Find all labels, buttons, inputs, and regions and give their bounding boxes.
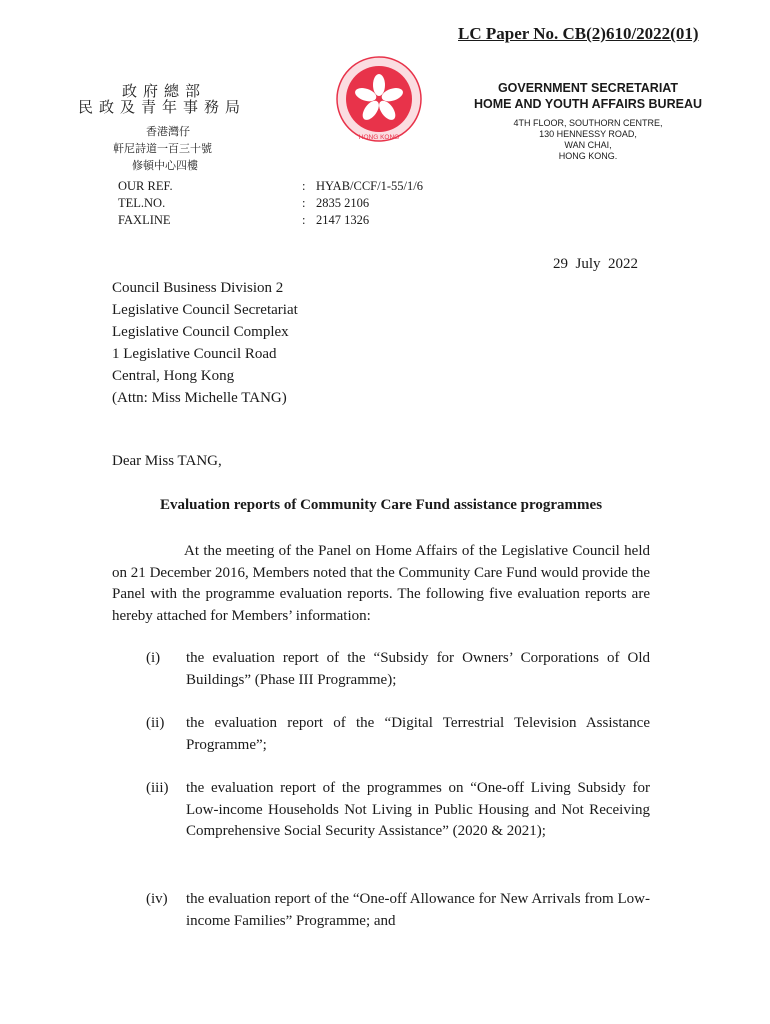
addressee-line: Legislative Council Complex: [112, 324, 289, 340]
tel-value: 2835 2106: [316, 196, 370, 210]
list-item: [146, 889, 650, 932]
list-item-number: (iv): [146, 891, 168, 907]
paper-number: LC Paper No. CB(2)610/2022(01): [458, 24, 699, 43]
zh-address-line: 修頓中心四樓: [132, 159, 198, 172]
ref-value: HYAB/CCF/1-55/1/6: [316, 179, 423, 193]
fax-label: FAXLINE: [118, 213, 171, 227]
list-item-number: (ii): [146, 715, 165, 731]
en-bureau-name: HOME AND YOUTH AFFAIRS BUREAU: [473, 97, 702, 111]
fax-value: 2147 1326: [316, 213, 370, 227]
en-address-line: WAN CHAI,: [564, 140, 612, 150]
en-letterhead: [450, 80, 726, 112]
ref-label: OUR REF.: [118, 179, 173, 193]
hong-kong-emblem-icon: [335, 55, 423, 143]
addressee-line: Central, Hong Kong: [112, 368, 235, 384]
reference-block: [118, 178, 423, 229]
list-item: [146, 648, 650, 691]
en-address: [470, 118, 706, 162]
zh-bureau-name: 民政及青年事務局: [78, 98, 247, 116]
en-address-line: 130 HENNESSY ROAD,: [539, 129, 637, 139]
addressee-line: Legislative Council Secretariat: [112, 302, 298, 318]
fax-row: FAXLINE : 2147 1326: [118, 213, 370, 227]
zh-government-secretariat: 政府總部: [122, 82, 207, 100]
tel-row: TEL.NO. : 2835 2106: [118, 196, 370, 210]
list-item-text: the evaluation report of the “Digital Terrestrial Television Assistance Programme”;: [186, 715, 650, 753]
list-item-text: the evaluation report of the programmes on “One-off Living Subsidy for Low-income Households Not Living in Public Housing and Not Receiving Comprehensive Social Security Assistance” (2020 & 2021);: [186, 780, 650, 839]
salutation: Dear Miss TANG,: [112, 453, 222, 469]
body-paragraph: At the meeting of the Panel on Home Affairs of the Legislative Council held on 21 December 2016, Members noted that the Community Care Fund would provide the Panel with the programme evaluation reports. The following five evaluation reports are hereby attached for Members’ information:: [112, 543, 650, 624]
tel-label: TEL.NO.: [118, 196, 166, 210]
letter-date: 29 July 2022: [553, 256, 639, 272]
list-item-text: the evaluation report of the “One-off Allowance for New Arrivals from Low-income Families” Programme; and: [186, 891, 650, 929]
addressee-line: Council Business Division 2: [112, 280, 284, 296]
en-government-secretariat: GOVERNMENT SECRETARIAT: [497, 81, 679, 95]
list-item: [146, 778, 650, 843]
emblem-text: HONG KONG: [358, 134, 400, 141]
addressee-line: 1 Legislative Council Road: [112, 346, 277, 362]
addressee-line: (Attn: Miss Michelle TANG): [112, 390, 287, 406]
letter-subject: Evaluation reports of Community Care Fund assistance programmes: [159, 497, 603, 513]
list-item-number: (i): [146, 650, 161, 666]
en-address-line: 4TH FLOOR, SOUTHORN CENTRE,: [513, 118, 663, 128]
addressee-block: [112, 277, 298, 409]
ref-row: OUR REF. : HYAB/CCF/1-55/1/6: [118, 179, 423, 193]
list-item: [146, 713, 650, 756]
zh-address-line: 軒尼詩道一百三十號: [113, 142, 212, 155]
en-address-line: HONG KONG.: [558, 151, 618, 161]
zh-address-line: 香港灣仔: [146, 125, 190, 138]
list-item-number: (iii): [146, 780, 169, 796]
list-item-text: the evaluation report of the “Subsidy for Owners’ Corporations of Old Buildings” (Phase III Programme);: [186, 650, 650, 688]
